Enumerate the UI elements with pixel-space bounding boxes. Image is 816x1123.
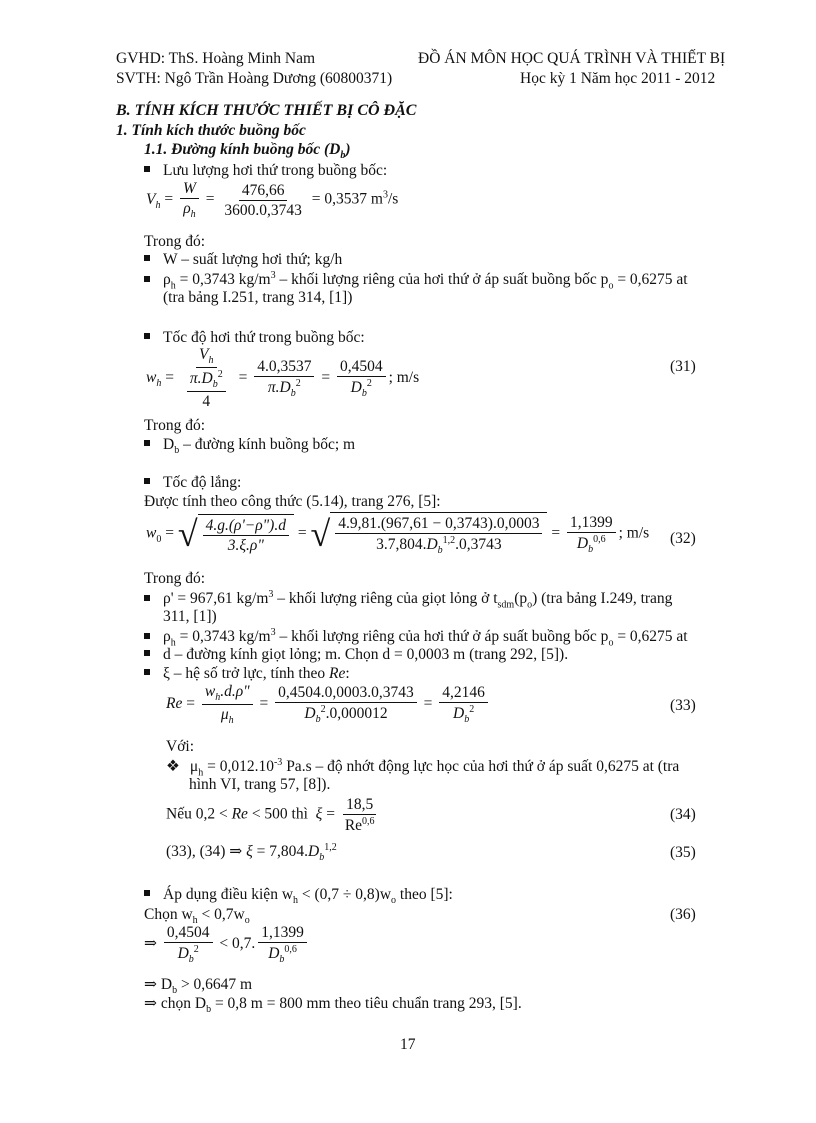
result-db: ⇒ $D_b > 0,6647$ m: [144, 976, 253, 997]
trong-do-3: Trong đó:: [144, 570, 206, 587]
heading-section-1-1: 1.1. Đường kính buồng bốc $(D_b)$: [144, 141, 351, 162]
equation-32: $w_0$ = √ $\frac{4.g.(\rho'-\rho").d}{3.\xi.\rho"}$ = √ $\frac{4.9,81.(967,61 - 0,3743).0,0003}{3.7,804.D_b^{1,2}.0,3743}$ = $\frac{1,1399}{D_b^{0,6}}$ ; m/s: [146, 513, 650, 557]
bullet-icon: [144, 478, 150, 484]
bullet-icon: [144, 276, 150, 282]
db-definition: $D_b$ – đường kính buồng bốc; m: [144, 436, 355, 457]
mu-definition: ❖ $\mu_h = 0,012.10^{-3}$ Pa.s – độ nhớt động lực học của hơi thứ ở áp suất 0,6275 at (tra: [166, 757, 680, 779]
rho-vapor-definition: $\rho_h = 0,3743$ $kg/m^3$ – khối lượng riêng của hơi thứ ở áp suất buồng bốc $p_o = 0,6275$ at: [144, 627, 688, 649]
header-svth: SVTH: Ngô Trần Hoàng Dương (60800371): [116, 70, 393, 87]
equation-number-31: (31): [670, 358, 696, 375]
heading-section-1: 1. Tính kích thước buồng bốc: [116, 122, 306, 139]
equation-31: $w_h$ = $\frac{V_h}{\frac{\pi.D_b^2}{4}}$ = $\frac{4.0,3537}{\pi.D_b^2}$ = $\frac{0,4504}{D_b^2}$ ; m/s: [146, 346, 420, 411]
equation-vh: $V_h$ = $\frac{W}{\rho_h}$ = $\frac{476,66}{3600.0,3743}$ = 0,3537 $m^3/s$: [146, 180, 399, 221]
rho-liquid-reference: 311, [1]): [163, 608, 217, 625]
bullet-icon: [144, 440, 150, 446]
header-gvhd: GVHD: ThS. Hoàng Minh Nam: [116, 50, 316, 67]
equation-number-33: (33): [670, 697, 696, 714]
bullet-icon: [144, 669, 150, 675]
equation-35: (33), (34) ⇒ $\xi = 7,804.D_b^{1,2}$: [166, 842, 337, 864]
bullet-icon: [144, 633, 150, 639]
bullet-icon: [144, 255, 150, 261]
rho-liquid-definition: ρ' = 967,61 $kg/m^3$ – khối lượng riêng của giọt lỏng ở $t_{sdm}(p_o)$ (tra bảng I.249, trang: [144, 589, 672, 611]
bullet-icon: [144, 650, 150, 656]
voi-label: Với:: [166, 738, 195, 755]
equation-34: Nếu 0,2 < Re < 500 thì ξ = $\frac{18,5}{Re^{0,6}}$: [166, 796, 375, 835]
diamond-bullet-icon: ❖: [166, 758, 180, 776]
trong-do-2: Trong đó:: [144, 417, 206, 434]
header-course: ĐỒ ÁN MÔN HỌC QUÁ TRÌNH VÀ THIẾT BỊ: [418, 50, 726, 67]
bullet-icon: [144, 595, 150, 601]
header-semester: Học kỳ 1 Năm học 2011 - 2012: [520, 70, 716, 87]
w-definition: W – suất lượng hơi thứ; kg/h: [144, 251, 342, 269]
xi-definition: ξ – hệ số trở lực, tính theo Re:: [144, 665, 350, 683]
settle-reference: Được tính theo công thức (5.14), trang 276, [5]:: [144, 493, 441, 510]
heading-section-b: B. TÍNH KÍCH THƯỚC THIẾT BỊ CÔ ĐẶC: [116, 102, 417, 119]
inequality: ⇒ $\frac{0,4504}{D_b^2}$ < 0,7. $\frac{1,1399}{D_b^{0,6}}$: [144, 924, 310, 965]
apply-condition-label: Áp dụng điều kiện $w_h < (0,7 \div 0,8)w_o$ theo [5]:: [144, 886, 453, 907]
speed-label: Tốc độ hơi thứ trong buồng bốc:: [144, 329, 365, 347]
flow-label: Lưu lượng hơi thứ trong buồng bốc:: [144, 162, 387, 180]
d-definition: d – đường kính giọt lỏng; m. Chọn d = 0,0003 m (trang 292, [5]).: [144, 646, 568, 664]
bullet-icon: [144, 166, 150, 172]
equation-number-34: (34): [670, 806, 696, 823]
bullet-icon: [144, 333, 150, 339]
result-choose: ⇒ chọn $D_b = 0,8$ m = 800 mm theo tiêu chuẩn trang 293, [5].: [144, 995, 522, 1016]
equation-number-35: (35): [670, 844, 696, 861]
rho-reference: (tra bảng I.251, trang 314, [1]): [163, 289, 353, 306]
equation-number-36: (36): [670, 906, 696, 923]
bullet-icon: [144, 890, 150, 896]
equation-33: Re = $\frac{w_h.d.\rho"}{\mu_h}$ = $\frac{0,4504.0,0003.0,3743}{D_b^2.0,000012}$ = $\frac{4,2146}{D_b^2}$: [166, 683, 491, 726]
rho-definition: $\rho_h = 0,3743$ $kg/m^3$ – khối lượng riêng của hơi thứ ở áp suất buồng bốc $p_o = 0,6275$ at: [144, 270, 688, 292]
trong-do-1: Trong đó:: [144, 233, 206, 250]
equation-number-32: (32): [670, 530, 696, 547]
mu-reference: hình VI, trang 57, [8]).: [189, 776, 331, 793]
choose-condition: Chọn $w_h < 0,7w_o$: [144, 906, 250, 927]
page-number: 17: [400, 1036, 416, 1053]
settle-label: Tốc độ lắng:: [144, 474, 241, 492]
